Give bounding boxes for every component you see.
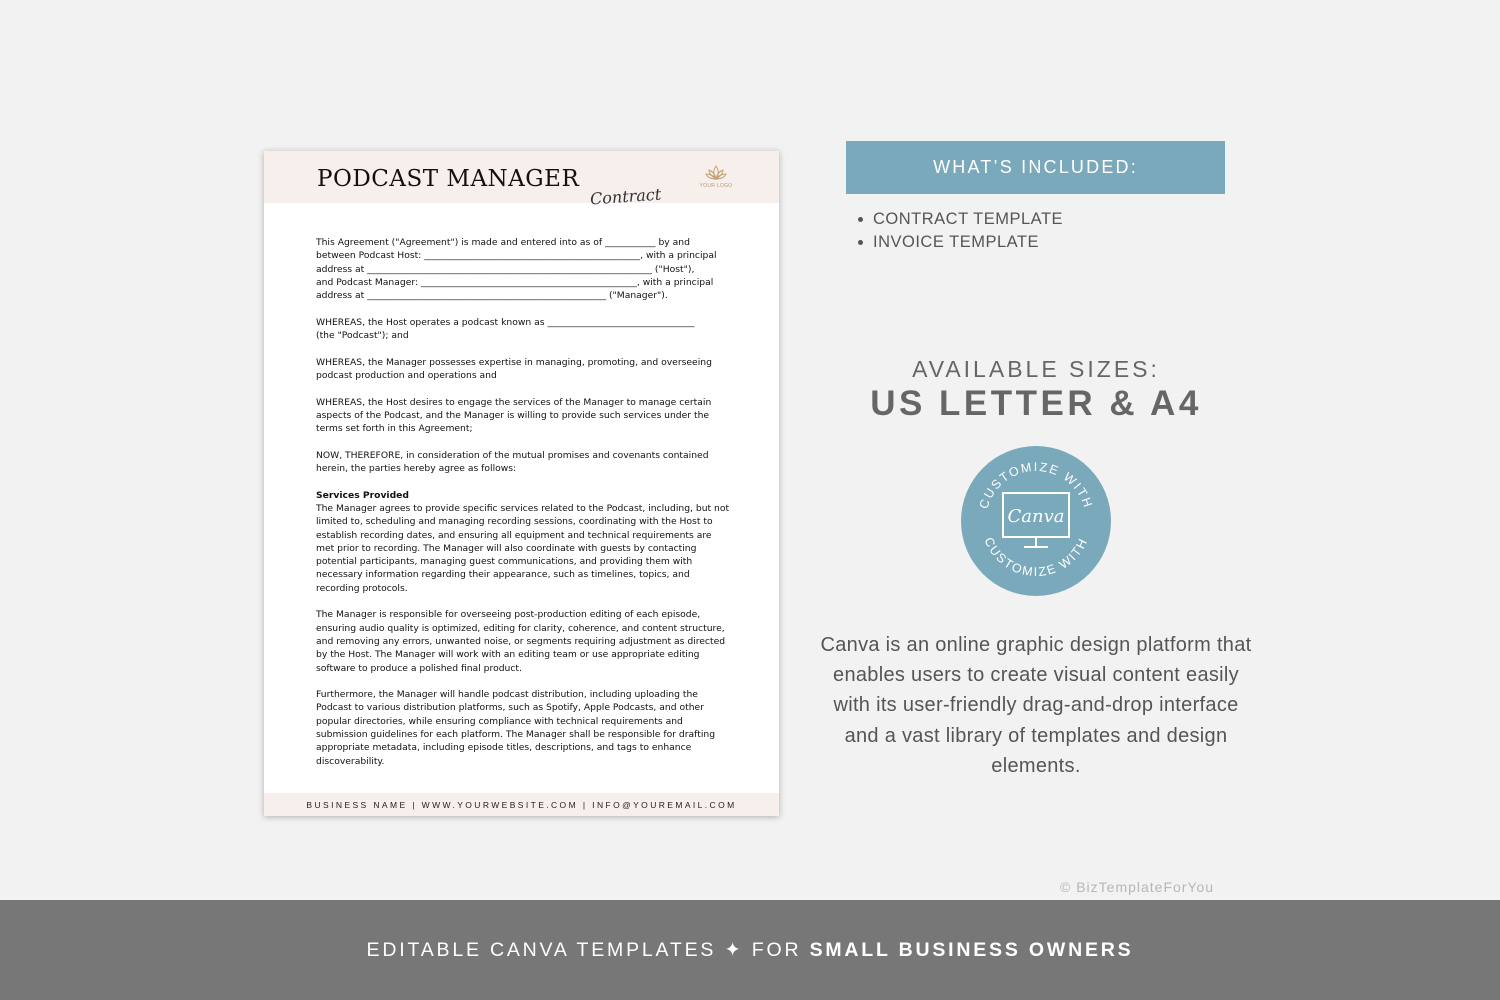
copyright: © BizTemplateForYou	[1060, 879, 1215, 895]
whats-included-banner: WHAT’S INCLUDED:	[846, 141, 1225, 194]
canva-description: Canva is an online graphic design platform that enables users to create visual content easily with its user-friendly drag-and-drop interface and a vast library of templates and design elements.	[820, 634, 1252, 777]
canva-wordmark: Canva	[1007, 506, 1065, 527]
list-item: CONTRACT TEMPLATE	[855, 208, 1063, 231]
customize-with-canva-badge	[961, 446, 1111, 596]
doc-title: PODCAST MANAGER	[317, 166, 580, 192]
included-list	[855, 208, 1063, 253]
doc-subtitle: Contract	[589, 184, 662, 209]
contract-paragraph: The Manager agrees to provide specific services related to the Podcast, including, but not limited to, scheduling and managing recording sessions, coordinating with the Host to establish recording dates, and ensuring all equipment and technical requirements are met prior to recording. The Manager will also coordinate with guests by contacting potential participants, managing guest communications, and providing them with necessary information regarding their appearance, such as timelines, topics, and recording protocols.	[316, 502, 730, 594]
bottom-banner-text: EDITABLE CANVA TEMPLATES ✦ FOR	[366, 939, 810, 961]
doc-footer: BUSINESS NAME | WWW.YOURWEBSITE.COM | INFO@YOUREMAIL.COM	[264, 793, 779, 816]
contract-paragraph: The Manager is responsible for overseeing post-production editing of each episode, ensuring audio quality is optimized, editing for clarity, coherence, and content structure, and removing any errors, unwanted noise, or segments requiring adjustment as directed by the Host. The Manager will work with an editing team or use appropriate editing software to produce a polished final product.	[316, 609, 726, 674]
section-heading: Services Provided	[316, 489, 409, 501]
contract-paragraph: Furthermore, the Manager will handle podcast distribution, including uploading the Podcast to various distribution platforms, such as Spotify, Apple Podcasts, and other popular directories, while ensuring compliance with technical requirements and submission guidelines for each platform. The Manager shall be responsible for drafting appropriate metadata, including episode titles, descriptions, and tags to enhance discoverability.	[316, 689, 716, 767]
contract-paragraph: WHEREAS, the Host operates a podcast known as ________________________________ (the "Podcast"); and	[316, 316, 695, 342]
list-item: INVOICE TEMPLATE	[855, 231, 1063, 254]
badge-ring-text-top: CUSTOMIZE WITH	[976, 459, 1096, 511]
lotus-icon	[705, 164, 727, 182]
contract-paragraph: This Agreement ("Agreement") is made and entered into as of ___________ by and between Podcast Host: _______________________________________________, with a principal address at ______________________________________________________________ ("Host"), and Podcast Manager: _______________________________________________, with a principal address at ____________________________________________________ ("Manager").	[316, 237, 717, 302]
bottom-banner	[0, 900, 1500, 1000]
contract-preview	[264, 151, 779, 816]
contract-paragraph: NOW, THEREFORE, in consideration of the mutual promises and covenants contained herein, the parties hereby agree as follows:	[316, 449, 709, 475]
contract-body	[316, 236, 730, 781]
doc-header	[264, 151, 779, 209]
available-sizes-label: AVAILABLE SIZES:	[912, 356, 1160, 382]
contract-paragraph: WHEREAS, the Manager possesses expertise in managing, promoting, and overseeing podcast production and operations and	[316, 356, 712, 381]
contract-paragraph: WHEREAS, the Host desires to engage the services of the Manager to manage certain aspects of the Podcast, and the Manager is willing to provide such services under the terms set forth in this Agreement;	[316, 396, 712, 435]
logo-text: YOUR LOGO	[699, 183, 733, 189]
available-sizes-value: US LETTER & A4	[870, 384, 1202, 423]
badge-ring-text-bottom: CUSTOMIZE WITH	[981, 535, 1091, 580]
bottom-banner-emphasis: SMALL BUSINESS OWNERS	[809, 939, 1134, 961]
logo-placeholder	[696, 164, 736, 194]
